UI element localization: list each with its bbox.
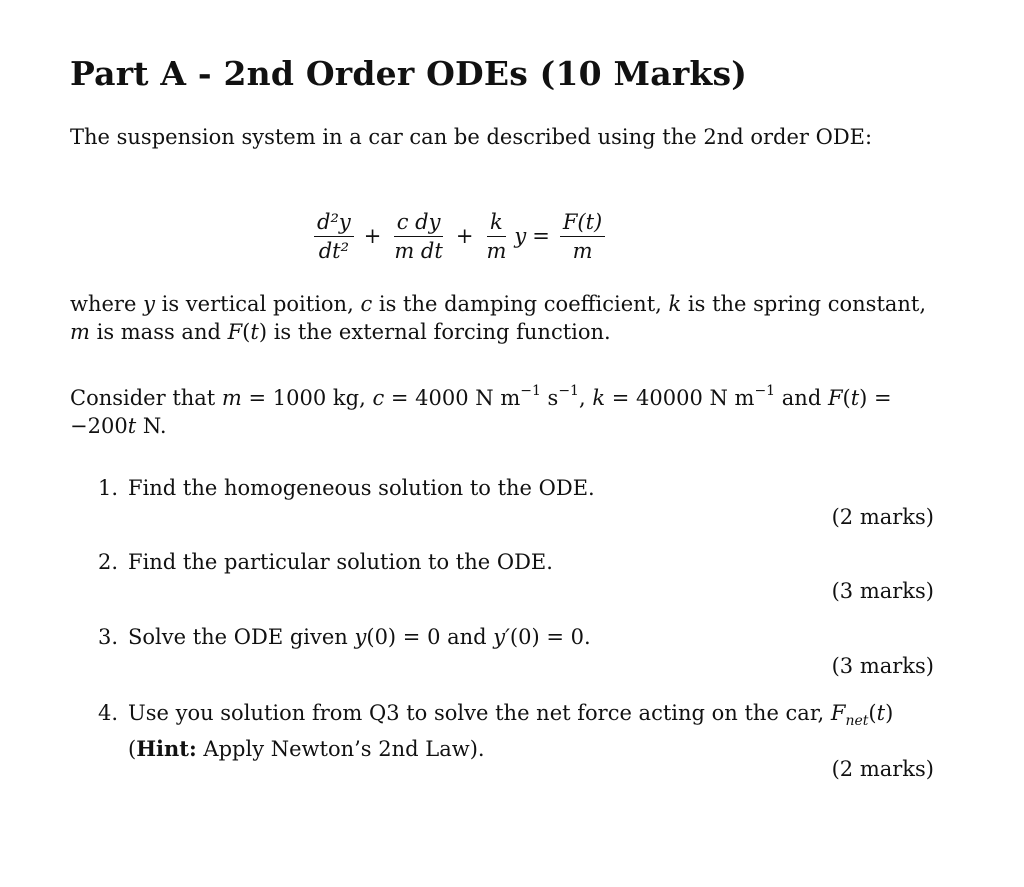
term2-denominator: m dt xyxy=(394,238,443,263)
term1-numerator: d²y xyxy=(314,210,354,237)
question-number: 3. xyxy=(98,625,119,649)
term2-numerator: c dy xyxy=(394,210,444,237)
forcing-term xyxy=(560,210,605,263)
where-definitions: where y is vertical poition, c is the damping coefficient, k is the spring constant, m is mass and F(t) is the external forcing function. xyxy=(70,292,927,344)
page-heading: Part A - 2nd Order ODEs (10 Marks) xyxy=(70,54,748,93)
question-1 xyxy=(98,474,595,502)
question-1-marks: (2 marks) xyxy=(831,505,934,529)
question-number: 1. xyxy=(98,476,119,500)
rhs-denominator: m xyxy=(572,238,593,263)
second-derivative-term xyxy=(314,210,354,263)
damping-term xyxy=(391,210,445,263)
given-values: Consider that m = 1000 kg, c = 4000 N $m^{-1}$ $s^{-1}$, k = 40000 N $m^{-1}$ and F(t) = −200t N. xyxy=(70,383,892,438)
variable-y: y xyxy=(514,224,527,248)
spring-term xyxy=(483,210,509,263)
question-text: Find the particular solution to the ODE. xyxy=(128,550,553,574)
question-4-marks: (2 marks) xyxy=(831,757,934,781)
question-2-marks: (3 marks) xyxy=(831,579,934,603)
term1-denominator: dt² xyxy=(318,238,350,263)
question-number: 2. xyxy=(98,550,119,574)
ode-equation xyxy=(310,204,609,268)
term3-numerator: k xyxy=(487,210,506,237)
question-4: 4. Use you solution from Q3 to solve the net force acting on the car, $F_{net}(t)$ (Hint: Apply Newton’s 2nd Law). xyxy=(98,701,894,762)
rhs-numerator: F(t) xyxy=(560,210,605,237)
term3-denominator: m xyxy=(486,238,507,263)
plus-operator: + xyxy=(363,224,382,248)
question-4-hint: (Hint: Apply Newton’s 2nd Law). xyxy=(128,736,485,762)
intro-text: The suspension system in a car can be described using the 2nd order ODE: xyxy=(70,125,873,149)
question-number: 4. xyxy=(98,701,119,725)
question-3: 3. Solve the ODE given y(0) = 0 and y′(0) = 0. xyxy=(98,625,591,649)
question-3-marks: (3 marks) xyxy=(831,654,934,678)
plus-operator: + xyxy=(455,224,474,248)
equals-sign: = xyxy=(532,224,550,248)
question-2 xyxy=(98,548,553,576)
question-text: Find the homogeneous solution to the ODE. xyxy=(128,476,595,500)
